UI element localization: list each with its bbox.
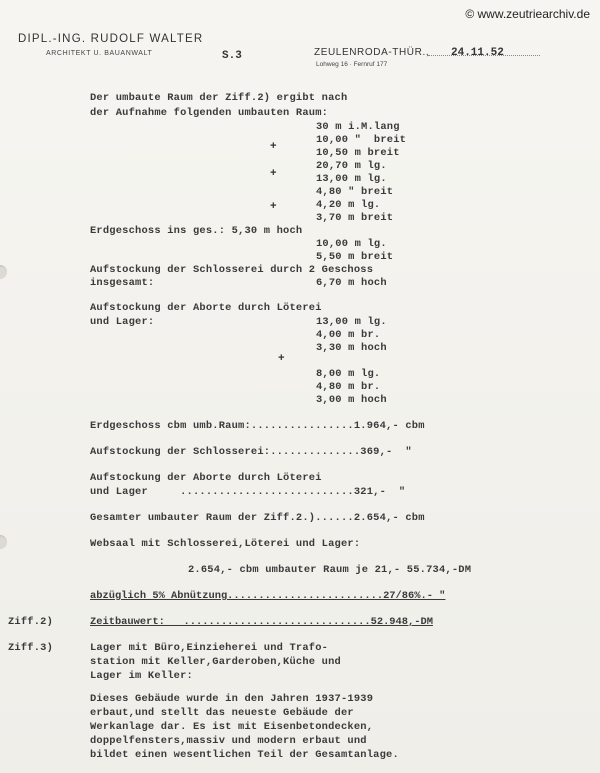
paragraph-line: Dieses Gebäude wurde in den Jahren 1937-1939 [90, 693, 374, 705]
time-value-line: Zeitbauwert: ..............................52.948,-DM [90, 616, 433, 628]
text-line: station mit Keller,Garderoben,Küche und [90, 656, 341, 668]
section-label-ziff3: Ziff.3) [8, 642, 54, 654]
text-line: der Aufnahme folgenden umbauten Raum: [90, 107, 329, 119]
sum-line: Aufstockung der Schlosserei:..............369,- " [90, 446, 412, 458]
sum-line: Aufstockung der Aborte durch Löterei [90, 472, 322, 484]
measure-line: 5,50 m breit [316, 251, 394, 263]
punch-hole [0, 535, 7, 549]
paragraph-line: bildet einen wesentlichen Teil der Gesamtanlage. [90, 749, 399, 761]
measure-line: 10,50 m breit [316, 147, 400, 159]
measure-line: 4,20 m lg. [316, 199, 381, 211]
text-line: Der umbaute Raum der Ziff.2) ergibt nach [90, 92, 348, 104]
text-line: insgesamt: [90, 277, 155, 289]
letterhead-subtitle: ARCHITEKT U. BAUANWALT [46, 50, 153, 57]
paragraph-line: doppelfensters,massiv und modern erbaut und [90, 735, 367, 747]
sum-line: Erdgeschoss cbm umb.Raum:................1.964,- cbm [90, 420, 425, 432]
measure-line: 6,70 m hoch [316, 277, 387, 289]
plus-sign: + [270, 201, 277, 213]
text-line: Aufstockung der Schlosserei durch 2 Geschoss [90, 264, 374, 276]
measure-line: 13,00 m lg. [316, 173, 387, 185]
measure-line: 3,30 m hoch [316, 342, 387, 354]
paragraph-line: erbaut,und stellt das neueste Gebäude der [90, 707, 354, 719]
plus-sign: + [270, 141, 277, 153]
measure-line: 30 m i.M.lang [316, 121, 400, 133]
measure-line: 13,00 m lg. [316, 316, 387, 328]
calculation-line: 2.654,- cbm umbauter Raum je 21,- 55.734,-DM [188, 564, 472, 576]
sum-line: und Lager ...........................321,- " [90, 486, 406, 498]
plus-sign: + [278, 353, 285, 365]
text-line: Erdgeschoss ins ges.: 5,30 m hoch [90, 225, 303, 237]
measure-line: 4,80 " breit [316, 186, 394, 198]
text-line: und Lager: [90, 316, 155, 328]
measure-line: 8,00 m lg. [316, 368, 381, 380]
text-line: Websaal mit Schlosserei,Löterei und Lager: [90, 538, 361, 550]
measure-line: 10,00 m lg. [316, 238, 387, 250]
letterhead-name: DIPL.-ING. RUDOLF WALTER [18, 33, 204, 45]
letter-date: 24.11.52 [451, 47, 504, 59]
punch-hole [0, 265, 7, 279]
measure-line: 20,70 m lg. [316, 160, 387, 172]
measure-line: 10,00 " breit [316, 134, 407, 146]
section-label-ziff2: Ziff.2) [8, 616, 54, 628]
text-line: Lager mit Büro,Einzieherei und Trafo- [90, 642, 329, 654]
page-number: S.3 [222, 50, 242, 62]
plus-sign: + [270, 168, 277, 180]
letterhead-address: Lohweg 16 · Fernruf 177 [316, 61, 388, 68]
total-line: Gesamter umbauter Raum der Ziff.2.)......2.654,- cbm [90, 512, 425, 524]
text-line: Lager im Keller: [90, 670, 193, 682]
letterhead-city: ZEULENRODA-THÜR., [314, 47, 430, 58]
watermark: © www.zeutriearchiv.de [465, 7, 590, 21]
measure-line: 3,70 m breit [316, 212, 394, 224]
measure-line: 3,00 m hoch [316, 394, 387, 406]
measure-line: 4,80 m br. [316, 381, 381, 393]
deduction-line: abzüglich 5% Abnützung.........................27/86%.- " [90, 590, 446, 602]
paragraph-line: Werkanlage dar. Es ist mit Eisenbetondecken, [90, 721, 374, 733]
text-line: Aufstockung der Aborte durch Löterei [90, 302, 322, 314]
measure-line: 4,00 m br. [316, 329, 381, 341]
